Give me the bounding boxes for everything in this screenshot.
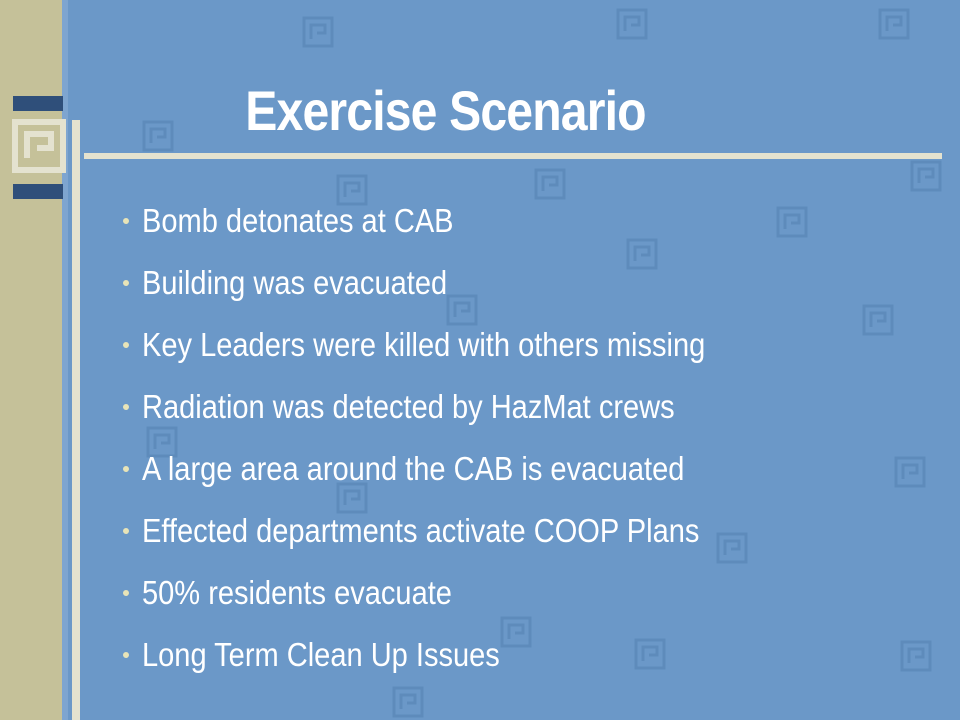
bullet-dot-icon (123, 218, 129, 224)
bullet-dot-icon (123, 652, 129, 658)
slide-title: Exercise Scenario (245, 79, 646, 142)
bullet-dot-icon (123, 404, 129, 410)
title-rule (84, 153, 942, 159)
bullet-dot-icon (123, 280, 129, 286)
bullet-item: Radiation was detected by HazMat crews (120, 376, 782, 438)
vertical-rule (72, 120, 80, 720)
bullet-item: Long Term Clean Up Issues (120, 624, 782, 686)
bullet-item: Building was evacuated (120, 252, 782, 314)
bullet-item: 50% residents evacuate (120, 562, 782, 624)
bullet-item: Key Leaders were killed with others missing (120, 314, 782, 376)
bullet-dot-icon (123, 342, 129, 348)
bullet-item: A large area around the CAB is evacuated (120, 438, 782, 500)
bullet-dot-icon (123, 590, 129, 596)
bullet-dot-icon (123, 466, 129, 472)
accent-bar-bottom (13, 184, 63, 199)
bullet-list (120, 190, 782, 686)
bullet-dot-icon (123, 528, 129, 534)
bullet-item: Bomb detonates at CAB (120, 190, 782, 252)
bullet-item: Effected departments activate COOP Plans (120, 500, 782, 562)
